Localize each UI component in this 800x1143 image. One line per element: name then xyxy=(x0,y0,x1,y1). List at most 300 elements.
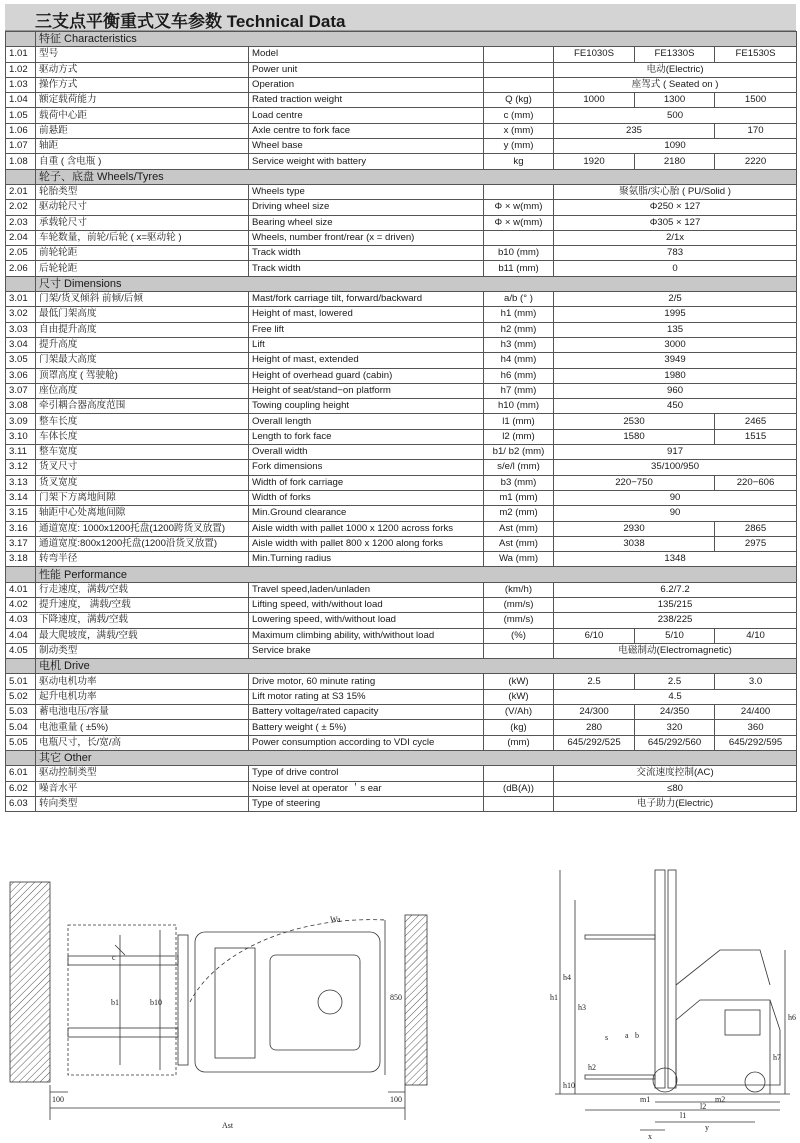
row-value: 645/292/595 xyxy=(715,735,797,750)
row-label-cn: 顶罩高度 ( 驾驶舱) xyxy=(36,368,249,383)
label-s: s xyxy=(605,1033,609,1042)
row-value: FE1330S xyxy=(635,47,715,62)
row-unit xyxy=(484,230,554,245)
row-number: 4.01 xyxy=(6,582,36,597)
label-left-100: 100 xyxy=(52,1095,64,1104)
label-b10: b10 xyxy=(150,998,162,1007)
row-label-en: Height of mast, lowered xyxy=(249,307,484,322)
top-view-drawing xyxy=(10,882,427,1120)
row-label-cn: 承载轮尺寸 xyxy=(36,215,249,230)
row-label-en: Operation xyxy=(249,77,484,92)
row-value: 2220 xyxy=(715,154,797,169)
row-label-en: Type of steering xyxy=(249,796,484,811)
row-label-en: Power consumption according to VDI cycle xyxy=(249,735,484,750)
table-row xyxy=(6,184,797,199)
row-label-cn: 驱动电机功率 xyxy=(36,674,249,689)
row-unit: Q (kg) xyxy=(484,93,554,108)
row-label-en: Aisle width with pallet 1000 x 1200 across forks xyxy=(249,521,484,536)
row-unit: b11 (mm) xyxy=(484,261,554,276)
row-label-cn: 门架最大高度 xyxy=(36,353,249,368)
row-unit: a/b (° ) xyxy=(484,292,554,307)
row-number: 3.16 xyxy=(6,521,36,536)
row-label-en: Battery weight ( ± 5%) xyxy=(249,720,484,735)
row-value: 2/5 xyxy=(554,292,797,307)
row-value: 1920 xyxy=(554,154,635,169)
row-label-cn: 转弯半径 xyxy=(36,552,249,567)
table-row xyxy=(6,200,797,215)
row-number: 3.14 xyxy=(6,490,36,505)
row-label-en: Towing coupling height xyxy=(249,399,484,414)
row-unit: l2 (mm) xyxy=(484,429,554,444)
overhead-guard xyxy=(676,950,770,985)
row-number: 3.13 xyxy=(6,475,36,490)
row-label-en: Track width xyxy=(249,261,484,276)
row-value: 24/400 xyxy=(715,705,797,720)
table-row xyxy=(6,460,797,475)
row-unit xyxy=(484,184,554,199)
table-row xyxy=(6,307,797,322)
row-unit xyxy=(484,47,554,62)
row-number: 2.03 xyxy=(6,215,36,230)
row-unit: (%) xyxy=(484,628,554,643)
row-value: 220−750 xyxy=(554,475,715,490)
row-label-cn: 轴距 xyxy=(36,139,249,154)
row-number: 1.04 xyxy=(6,93,36,108)
row-value: 24/350 xyxy=(635,705,715,720)
row-label-en: Battery voltage/rated capacity xyxy=(249,705,484,720)
table-row xyxy=(6,521,797,536)
row-unit: (mm) xyxy=(484,735,554,750)
row-value: 5/10 xyxy=(635,628,715,643)
row-number: 3.07 xyxy=(6,383,36,398)
row-label-cn: 提升速度， 满载/空载 xyxy=(36,597,249,612)
row-unit: (kg) xyxy=(484,720,554,735)
row-number: 3.12 xyxy=(6,460,36,475)
row-unit: (kW) xyxy=(484,689,554,704)
row-label-cn: 整车宽度 xyxy=(36,445,249,460)
row-label-en: Free lift xyxy=(249,322,484,337)
table-row xyxy=(6,383,797,398)
row-label-cn: 牵引耦合器高度范围 xyxy=(36,399,249,414)
row-label-cn: 最大爬坡度，满载/空载 xyxy=(36,628,249,643)
fork-upper xyxy=(68,956,178,965)
row-unit: h6 (mm) xyxy=(484,368,554,383)
row-number: 4.04 xyxy=(6,628,36,643)
row-label-cn: 门架下方离地间隙 xyxy=(36,490,249,505)
row-unit: Wa (mm) xyxy=(484,552,554,567)
label-h1: h1 xyxy=(550,993,558,1002)
row-label-en: Width of fork carriage xyxy=(249,475,484,490)
row-value: 320 xyxy=(635,720,715,735)
row-unit: m1 (mm) xyxy=(484,490,554,505)
row-number: 5.03 xyxy=(6,705,36,720)
row-unit: h7 (mm) xyxy=(484,383,554,398)
row-label-en: Lifting speed, with/without load xyxy=(249,597,484,612)
row-value: 783 xyxy=(554,246,797,261)
table-row xyxy=(6,215,797,230)
label-h4: h4 xyxy=(563,973,571,982)
row-value: Φ250 × 127 xyxy=(554,200,797,215)
row-number: 3.08 xyxy=(6,399,36,414)
table-row xyxy=(6,368,797,383)
row-label-cn: 驱动方式 xyxy=(36,62,249,77)
table-row xyxy=(6,123,797,138)
row-unit: b10 (mm) xyxy=(484,246,554,261)
label-h7: h7 xyxy=(773,1053,781,1062)
row-value: 1300 xyxy=(635,93,715,108)
row-label-cn: 下降速度，满载/空载 xyxy=(36,613,249,628)
row-value: 3949 xyxy=(554,353,797,368)
label-wa: Wa xyxy=(330,915,341,924)
row-value: 4.5 xyxy=(554,689,797,704)
row-unit: y (mm) xyxy=(484,139,554,154)
section-header xyxy=(6,276,797,291)
row-label-en: Track width xyxy=(249,246,484,261)
label-h6: h6 xyxy=(788,1013,796,1022)
row-unit: b3 (mm) xyxy=(484,475,554,490)
label-a: a xyxy=(625,1031,629,1040)
row-number: 3.06 xyxy=(6,368,36,383)
row-unit xyxy=(484,643,554,658)
seat-top xyxy=(215,948,255,1058)
left-wall xyxy=(10,882,50,1082)
table-row xyxy=(6,597,797,612)
row-label-cn: 行走速度，满载/空载 xyxy=(36,582,249,597)
row-value: FE1530S xyxy=(715,47,797,62)
row-value: 360 xyxy=(715,720,797,735)
section-header xyxy=(6,750,797,765)
table-row xyxy=(6,93,797,108)
row-value: 220−606 xyxy=(715,475,797,490)
label-h2: h2 xyxy=(588,1063,596,1072)
row-value: 24/300 xyxy=(554,705,635,720)
row-value: 交流速度控制(AC) xyxy=(554,766,797,781)
row-unit: (V/Ah) xyxy=(484,705,554,720)
table-row xyxy=(6,490,797,505)
row-unit: h1 (mm) xyxy=(484,307,554,322)
row-value: 2.5 xyxy=(554,674,635,689)
row-value: 1515 xyxy=(715,429,797,444)
body-side xyxy=(676,1000,780,1085)
row-label-en: Lift xyxy=(249,337,484,352)
table-row xyxy=(6,337,797,352)
row-number: 3.18 xyxy=(6,552,36,567)
table-row xyxy=(6,139,797,154)
section-header-blank xyxy=(6,750,36,765)
table-row xyxy=(6,689,797,704)
row-label-cn: 驱动控制类型 xyxy=(36,766,249,781)
row-value: 3038 xyxy=(554,536,715,551)
row-unit: kg xyxy=(484,154,554,169)
label-c: c xyxy=(112,953,116,962)
table-row xyxy=(6,261,797,276)
row-label-en: Height of seat/stand−on platform xyxy=(249,383,484,398)
row-label-en: Model xyxy=(249,47,484,62)
row-label-cn: 提升高度 xyxy=(36,337,249,352)
row-value: 645/292/525 xyxy=(554,735,635,750)
table-row xyxy=(6,735,797,750)
row-label-cn: 操作方式 xyxy=(36,77,249,92)
mast-top xyxy=(178,935,188,1065)
table-row xyxy=(6,353,797,368)
row-label-cn: 座位高度 xyxy=(36,383,249,398)
row-label-en: Power unit xyxy=(249,62,484,77)
row-label-cn: 自重 ( 含电瓶 ) xyxy=(36,154,249,169)
row-unit xyxy=(484,62,554,77)
row-value: 3.0 xyxy=(715,674,797,689)
row-label-en: Drive motor, 60 minute rating xyxy=(249,674,484,689)
mast-side xyxy=(655,870,665,1088)
row-value: 1090 xyxy=(554,139,797,154)
row-unit: h3 (mm) xyxy=(484,337,554,352)
row-unit: m2 (mm) xyxy=(484,506,554,521)
row-value: 645/292/560 xyxy=(635,735,715,750)
table-row xyxy=(6,47,797,62)
row-value: 450 xyxy=(554,399,797,414)
row-value: 238/225 xyxy=(554,613,797,628)
label-b1: b1 xyxy=(111,998,119,1007)
row-number: 3.02 xyxy=(6,307,36,322)
table-row xyxy=(6,322,797,337)
row-value: 聚氨脂/实心胎 ( PU/Solid ) xyxy=(554,184,797,199)
row-number: 3.04 xyxy=(6,337,36,352)
row-label-cn: 前悬距 xyxy=(36,123,249,138)
row-value: 135/215 xyxy=(554,597,797,612)
row-number: 1.07 xyxy=(6,139,36,154)
row-number: 2.05 xyxy=(6,246,36,261)
label-m1: m1 xyxy=(640,1095,651,1104)
row-label-cn: 后轮轮距 xyxy=(36,261,249,276)
table-row xyxy=(6,506,797,521)
seat-side xyxy=(725,1010,760,1035)
label-m2: m2 xyxy=(715,1095,726,1104)
row-value: 500 xyxy=(554,108,797,123)
row-label-cn: 转向类型 xyxy=(36,796,249,811)
row-number: 2.06 xyxy=(6,261,36,276)
row-value: 2975 xyxy=(715,536,797,551)
table-row xyxy=(6,705,797,720)
row-value: 2/1x xyxy=(554,230,797,245)
row-label-cn: 轴距中心处离地间隙 xyxy=(36,506,249,521)
row-label-en: Maximum climbing ability, with/without load xyxy=(249,628,484,643)
right-wall xyxy=(405,915,427,1085)
row-value: 35/100/950 xyxy=(554,460,797,475)
row-value: 6/10 xyxy=(554,628,635,643)
row-number: 6.02 xyxy=(6,781,36,796)
row-label-en: Service weight with battery xyxy=(249,154,484,169)
table-row xyxy=(6,766,797,781)
section-title: 其它 Other xyxy=(36,750,797,765)
table-row xyxy=(6,796,797,811)
row-label-cn: 电瓶尺寸，长/宽/高 xyxy=(36,735,249,750)
row-value: 电磁制动(Electromagnetic) xyxy=(554,643,797,658)
section-header-blank xyxy=(6,567,36,582)
row-value: 170 xyxy=(715,123,797,138)
row-value: 1500 xyxy=(715,93,797,108)
section-title: 电机 Drive xyxy=(36,659,797,674)
row-unit xyxy=(484,766,554,781)
row-number: 5.04 xyxy=(6,720,36,735)
row-value: 1980 xyxy=(554,368,797,383)
row-number: 3.01 xyxy=(6,292,36,307)
table-row xyxy=(6,628,797,643)
row-label-cn: 载荷中心距 xyxy=(36,108,249,123)
section-header-blank xyxy=(6,276,36,291)
row-label-en: Fork dimensions xyxy=(249,460,484,475)
table-row xyxy=(6,475,797,490)
table-row xyxy=(6,77,797,92)
table-row xyxy=(6,445,797,460)
row-unit xyxy=(484,77,554,92)
row-value: 0 xyxy=(554,261,797,276)
section-title: 尺寸 Dimensions xyxy=(36,276,797,291)
row-number: 6.01 xyxy=(6,766,36,781)
row-value: 座驾式 ( Seated on ) xyxy=(554,77,797,92)
label-b: b xyxy=(635,1031,639,1040)
label-l1: l1 xyxy=(680,1111,687,1120)
row-value: 135 xyxy=(554,322,797,337)
section-header xyxy=(6,567,797,582)
row-number: 3.03 xyxy=(6,322,36,337)
row-number: 3.17 xyxy=(6,536,36,551)
table-row xyxy=(6,292,797,307)
row-unit: h10 (mm) xyxy=(484,399,554,414)
row-label-en: Load centre xyxy=(249,108,484,123)
table-row xyxy=(6,781,797,796)
table-row xyxy=(6,536,797,551)
row-number: 1.05 xyxy=(6,108,36,123)
row-unit: Ast (mm) xyxy=(484,521,554,536)
row-value: Φ305 × 127 xyxy=(554,215,797,230)
table-row xyxy=(6,674,797,689)
row-value: 3000 xyxy=(554,337,797,352)
steer-top xyxy=(318,990,342,1014)
row-value: 2.5 xyxy=(635,674,715,689)
row-value: 2530 xyxy=(554,414,715,429)
row-label-en: Noise level at operator ＇s ear xyxy=(249,781,484,796)
table-row xyxy=(6,230,797,245)
row-value: 90 xyxy=(554,506,797,521)
label-right-100: 100 xyxy=(390,1095,402,1104)
table-row xyxy=(6,414,797,429)
row-label-cn: 车轮数量，前轮/后轮 ( x=驱动轮 ) xyxy=(36,230,249,245)
row-value: 235 xyxy=(554,123,715,138)
row-label-en: Wheels type xyxy=(249,184,484,199)
row-number: 2.02 xyxy=(6,200,36,215)
section-header xyxy=(6,169,797,184)
section-header-blank xyxy=(6,169,36,184)
spec-table xyxy=(5,31,797,812)
row-number: 5.05 xyxy=(6,735,36,750)
label-ast: Ast xyxy=(222,1121,234,1130)
table-row xyxy=(6,246,797,261)
row-unit: (kW) xyxy=(484,674,554,689)
row-label-en: Min.Turning radius xyxy=(249,552,484,567)
row-label-cn: 轮胎类型 xyxy=(36,184,249,199)
row-value: 90 xyxy=(554,490,797,505)
fork-lower xyxy=(68,1028,178,1037)
table-row xyxy=(6,62,797,77)
row-label-en: Bearing wheel size xyxy=(249,215,484,230)
row-unit: c (mm) xyxy=(484,108,554,123)
row-unit: b1/ b2 (mm) xyxy=(484,445,554,460)
row-value: 1580 xyxy=(554,429,715,444)
row-unit: (dB(A)) xyxy=(484,781,554,796)
section-header-blank xyxy=(6,659,36,674)
table-row xyxy=(6,429,797,444)
row-value: 1000 xyxy=(554,93,635,108)
battery-top xyxy=(270,955,360,1050)
row-unit: l1 (mm) xyxy=(484,414,554,429)
row-label-cn: 货叉宽度 xyxy=(36,475,249,490)
row-number: 5.01 xyxy=(6,674,36,689)
row-value: FE1030S xyxy=(554,47,635,62)
forklift-drawings xyxy=(0,860,800,1143)
mast-inner-side xyxy=(668,870,676,1088)
row-number: 1.06 xyxy=(6,123,36,138)
label-850: 850 xyxy=(390,993,402,1002)
row-unit: h4 (mm) xyxy=(484,353,554,368)
row-value: 960 xyxy=(554,383,797,398)
row-label-en: Lowering speed, with/without load xyxy=(249,613,484,628)
row-label-cn: 蓄电池电压/容量 xyxy=(36,705,249,720)
row-label-cn: 起升电机功率 xyxy=(36,689,249,704)
row-label-cn: 通道宽度:800x1200托盘(1200沿货叉放置) xyxy=(36,536,249,551)
row-value: 4/10 xyxy=(715,628,797,643)
row-label-en: Lift motor rating at S3 15% xyxy=(249,689,484,704)
row-value: 2465 xyxy=(715,414,797,429)
row-label-cn: 货叉尺寸 xyxy=(36,460,249,475)
row-unit: Ast (mm) xyxy=(484,536,554,551)
row-label-en: Overall width xyxy=(249,445,484,460)
table-row xyxy=(6,720,797,735)
row-value: 6.2/7.2 xyxy=(554,582,797,597)
table-row xyxy=(6,643,797,658)
section-title: 轮子、底盘 Wheels/Tyres xyxy=(36,169,797,184)
row-value: 2180 xyxy=(635,154,715,169)
row-label-en: Type of drive control xyxy=(249,766,484,781)
label-x: x xyxy=(648,1132,652,1141)
row-value: 917 xyxy=(554,445,797,460)
row-value: 2865 xyxy=(715,521,797,536)
label-h3: h3 xyxy=(578,1003,586,1012)
row-number: 3.11 xyxy=(6,445,36,460)
row-label-cn: 门架/货叉倾斜 前倾/后倾 xyxy=(36,292,249,307)
row-value: 280 xyxy=(554,720,635,735)
row-label-cn: 额定载荷能力 xyxy=(36,93,249,108)
row-value: 1995 xyxy=(554,307,797,322)
table-row xyxy=(6,154,797,169)
row-label-en: Min.Ground clearance xyxy=(249,506,484,521)
row-number: 3.10 xyxy=(6,429,36,444)
row-value: 电子助力(Electric) xyxy=(554,796,797,811)
row-unit: (km/h) xyxy=(484,582,554,597)
row-label-en: Aisle width with pallet 800 x 1200 along forks xyxy=(249,536,484,551)
row-label-en: Length to fork face xyxy=(249,429,484,444)
table-row xyxy=(6,582,797,597)
row-label-cn: 制动类型 xyxy=(36,643,249,658)
row-label-cn: 驱动轮尺寸 xyxy=(36,200,249,215)
chassis-top xyxy=(195,932,380,1072)
row-number: 6.03 xyxy=(6,796,36,811)
table-row xyxy=(6,108,797,123)
row-number: 1.02 xyxy=(6,62,36,77)
side-view-drawing xyxy=(555,870,790,1130)
label-l2: l2 xyxy=(700,1102,707,1111)
row-unit: (mm/s) xyxy=(484,597,554,612)
section-header-blank xyxy=(6,32,36,47)
row-unit xyxy=(484,796,554,811)
